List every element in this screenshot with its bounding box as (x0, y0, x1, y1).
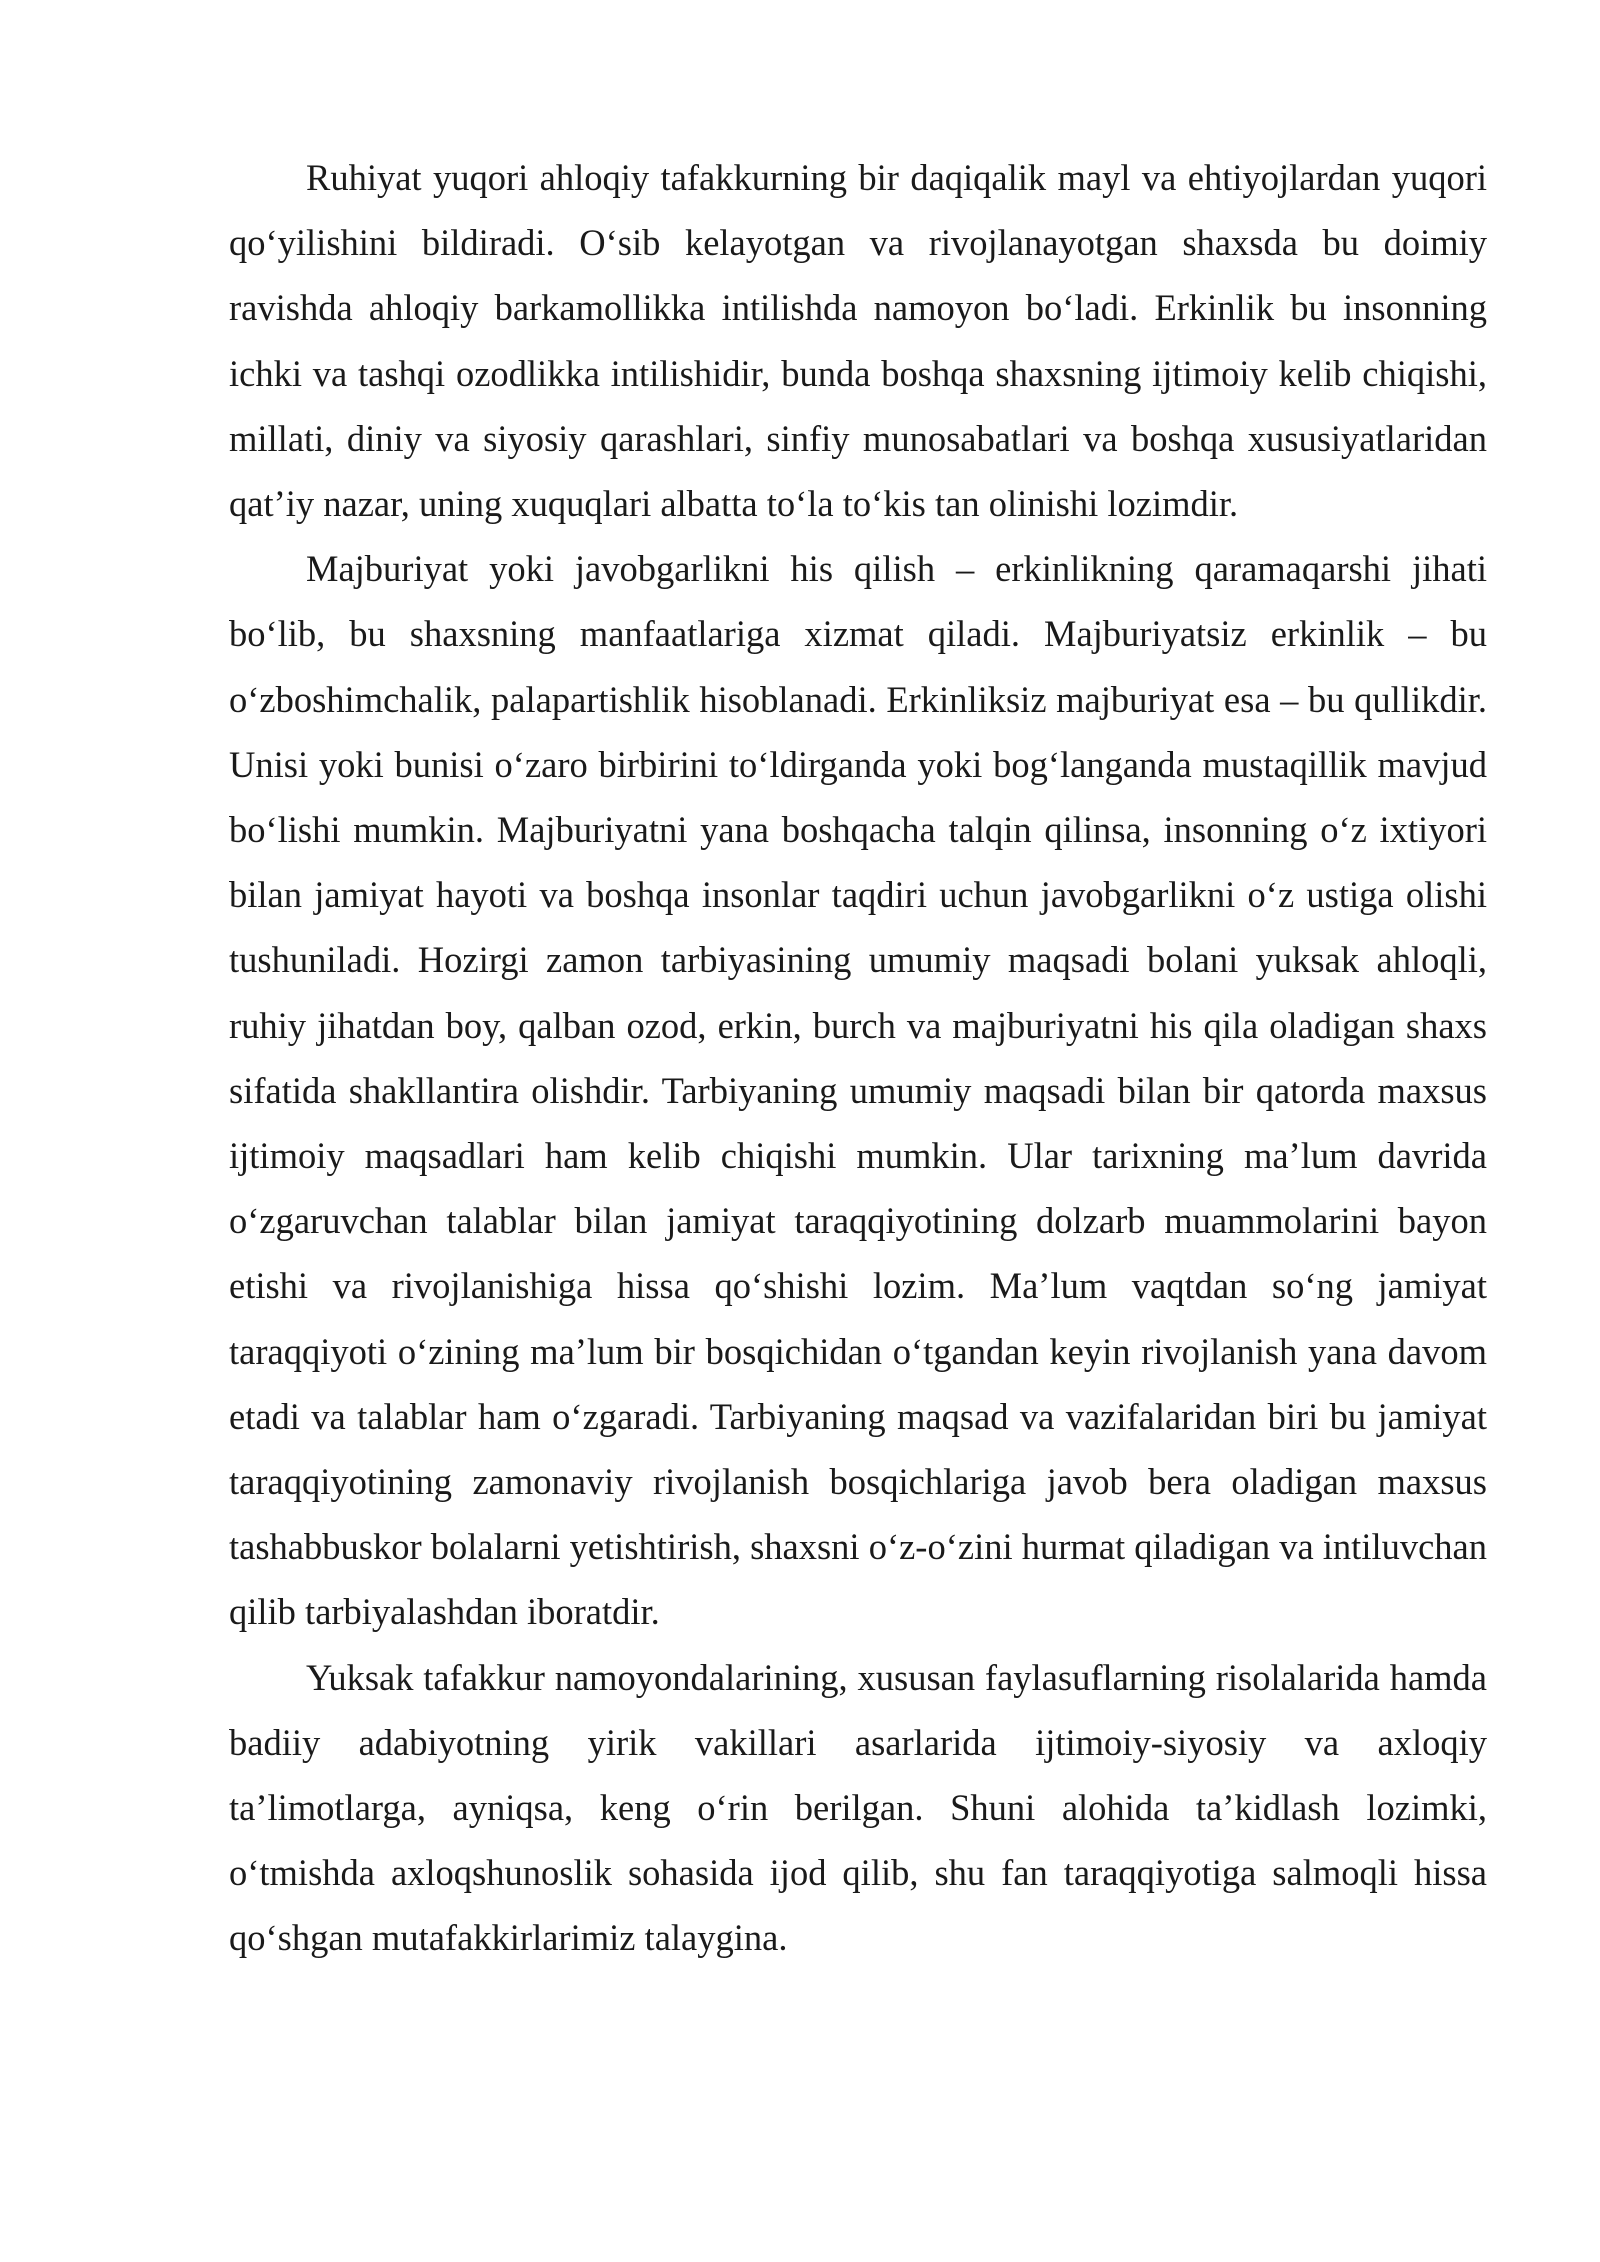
body-text (229, 145, 1487, 1971)
paragraph-1: Ruhiyat yuqori ahloqiy tafakkurning bir daqiqalik mayl va ehtiyojlardan yuqori qo‘yilishini bildiradi. O‘sib kelayotgan va rivojlanayotgan shaxsda bu doimiy ravishda ahloqiy barkamollikka intilishda namoyon bo‘ladi. Erkinlik bu insonning ichki va tashqi ozodlikka intilishidir, bunda boshqa shaxsning ijtimoiy kelib chiqishi, millati, diniy va siyosiy qarashlari, sinfiy munosabatlari va boshqa xususiyatlaridan qat’iy nazar, uning xuquqlari albatta to‘la to‘kis tan olinishi lozimdir. (229, 157, 1487, 525)
paragraph-2: Majburiyat yoki javobgarlikni his qilish – erkinlikning qaramaqarshi jihati bo‘lib, bu shaxsning manfaatlariga xizmat qiladi. Majburiyatsiz erkinlik – bu o‘zboshimchalik, palapartishlik hisoblanadi. Erkinliksiz majburiyat esa – bu qullikdir. Unisi yoki bunisi o‘zaro birbirini to‘ldirganda yoki bog‘langanda mustaqillik mavjud bo‘lishi mumkin. Majburiyatni yana boshqacha talqin qilinsa, insonning o‘z ixtiyori bilan jamiyat hayoti va boshqa insonlar taqdiri uchun javobgarlikni o‘z ustiga olishi tushuniladi. Hozirgi zamon tarbiyasining umumiy maqsadi bolani yuksak ahloqli, ruhiy jihatdan boy, qalban ozod, erkin, burch va majburiyatni his qila oladigan shaxs sifatida shakllantira olishdir. Tarbiyaning umumiy maqsadi bilan bir qatorda maxsus ijtimoiy maqsadlari ham kelib chiqishi mumkin. Ular tarixning ma’lum davrida o‘zgaruvchan talablar bilan jamiyat taraqqiyotining dolzarb muammolarini bayon etishi va rivojlanishiga hissa qo‘shishi lozim. Ma’lum vaqtdan so‘ng jamiyat taraqqiyoti o‘zining ma’lum bir bosqichidan o‘tgandan keyin rivojlanish yana davom etadi va talablar ham o‘zgaradi. Tarbiyaning maqsad va vazifalaridan biri bu jamiyat taraqqiyotining zamonaviy rivojlanish bosqichlariga javob bera oladigan maxsus tashabbuskor bolalarni yetishtirish, shaxsni o‘z-o‘zini hurmat qiladigan va intiluvchan qilib tarbiyalashdan iboratdir. (229, 548, 1487, 1633)
paragraph-3: Yuksak tafakkur namoyondalarining, xususan faylasuflarning risolalarida hamda badiiy adabiyotning yirik vakillari asarlarida ijtimoiy-siyosiy va axloqiy ta’limotlarga, ayniqsa, keng o‘rin berilgan. Shuni alohida ta’kidlash lozimki, o‘tmishda axloqshunoslik sohasida ijod qilib, shu fan taraqqiyotiga salmoqli hissa qo‘shgan mutafakkirlarimiz talaygina. (229, 1656, 1487, 1959)
